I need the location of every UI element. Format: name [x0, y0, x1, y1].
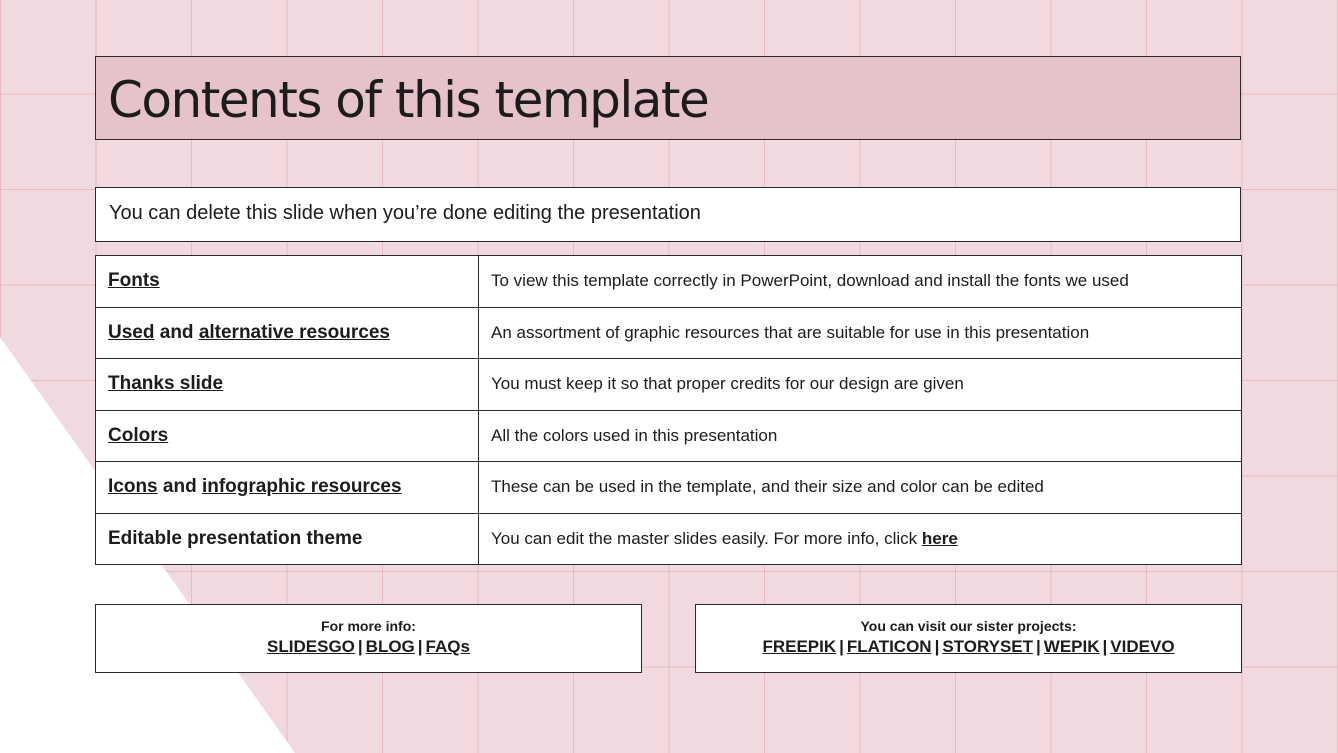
link-separator: |	[1102, 637, 1108, 656]
contents-table	[95, 255, 1242, 565]
wepik-link[interactable]: WEPIK	[1043, 637, 1100, 656]
row-name-cell	[96, 307, 479, 359]
link-separator: |	[417, 637, 423, 656]
row-desc-cell	[479, 513, 1242, 565]
blog-link[interactable]: BLOG	[365, 637, 415, 656]
link-separator: |	[839, 637, 844, 656]
flaticon-link[interactable]: FLATICON	[846, 637, 932, 656]
videvo-link[interactable]: VIDEVO	[1110, 637, 1175, 656]
table-row	[96, 513, 1242, 565]
link-separator: |	[357, 637, 363, 656]
freepik-link[interactable]: FREEPIK	[762, 637, 837, 656]
infographic-resources-link[interactable]: infographic resources	[201, 476, 402, 498]
sister-projects-links	[696, 637, 1241, 657]
row-name-cell: Editable presentation theme	[96, 513, 479, 565]
table-row	[96, 307, 1242, 359]
row-name-cell	[96, 256, 479, 308]
row-desc-cell: To view this template correctly in PowerPoint, download and install the fonts we used	[479, 256, 1242, 308]
row-name-connector: and	[154, 321, 199, 343]
row-desc-cell: You must keep it so that proper credits for our design are given	[479, 359, 1242, 411]
more-info-links	[96, 637, 641, 657]
link-separator: |	[934, 637, 940, 656]
row-desc-cell: All the colors used in this presentation	[479, 410, 1242, 462]
subtitle-box	[95, 187, 1241, 242]
table-row	[96, 462, 1242, 514]
table-row	[96, 256, 1242, 308]
thanks-slide-link[interactable]: Thanks slide	[108, 373, 224, 395]
row-desc-text: You can edit the master slides easily. For more info, click	[491, 528, 922, 548]
table-row	[96, 410, 1242, 462]
here-link[interactable]: here	[921, 528, 958, 548]
storyset-link[interactable]: STORYSET	[942, 637, 1034, 656]
faqs-link[interactable]: FAQs	[425, 637, 470, 656]
row-desc-cell: An assortment of graphic resources that are suitable for use in this presentation	[479, 307, 1242, 359]
row-desc-cell: These can be used in the template, and their size and color can be edited	[479, 462, 1242, 514]
sister-projects-box	[695, 604, 1242, 673]
slidesgo-link[interactable]: SLIDESGO	[267, 637, 355, 656]
alternative-resources-link[interactable]: alternative resources	[198, 321, 390, 343]
row-name-cell	[96, 462, 479, 514]
title-box	[95, 56, 1241, 140]
more-info-box	[95, 604, 642, 673]
row-name-cell	[96, 359, 479, 411]
used-resources-link[interactable]: Used	[108, 321, 155, 343]
fonts-link[interactable]: Fonts	[108, 270, 160, 292]
page-title: Contents of this template	[108, 71, 709, 129]
table-row	[96, 359, 1242, 411]
sister-projects-label: You can visit our sister projects:	[860, 618, 1077, 634]
row-name-cell	[96, 410, 479, 462]
more-info-label: For more info:	[321, 618, 416, 634]
subtitle-text: You can delete this slide when you’re done editing the presentation	[109, 202, 701, 224]
row-name-connector: and	[157, 476, 202, 498]
colors-link[interactable]: Colors	[108, 424, 169, 446]
icons-link[interactable]: Icons	[108, 476, 158, 498]
link-separator: |	[1036, 637, 1041, 656]
